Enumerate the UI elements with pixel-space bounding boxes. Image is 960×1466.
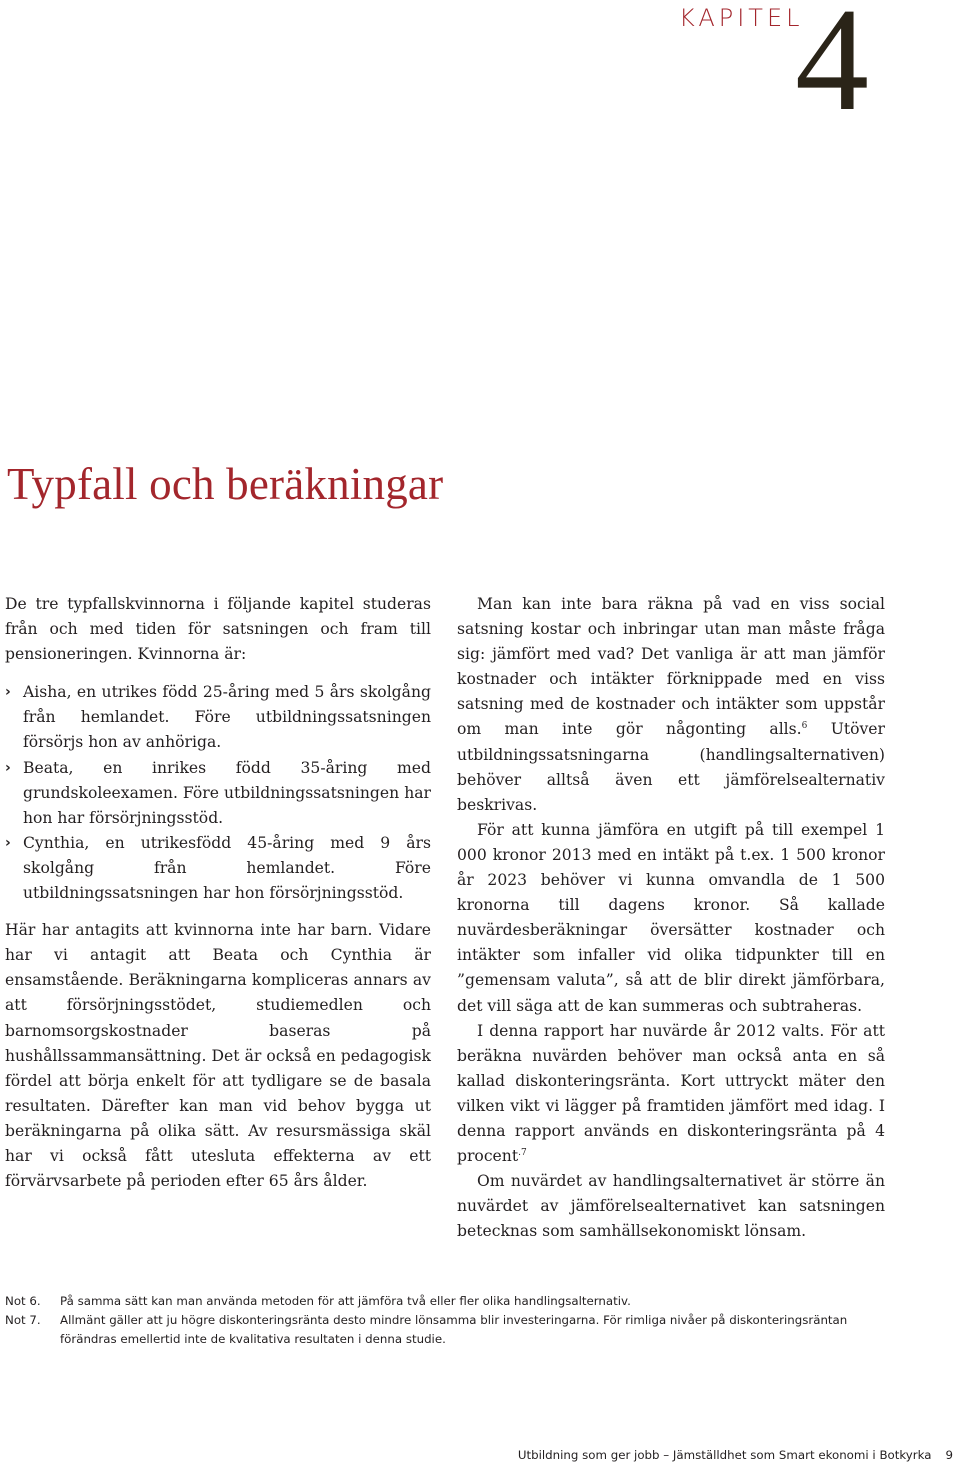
conclusion-paragraph: Om nuvärdet av handlingsalternativet är större än nuvärdet av jämförelsealternativet kan satsningen betecknas som samhällsekonomiskt lönsam.	[457, 1172, 885, 1241]
footnote	[5, 1311, 885, 1349]
chapter-number: 4	[795, 0, 869, 142]
chevron-right-icon: ›	[5, 759, 11, 776]
page-number: 9	[945, 1448, 953, 1462]
paragraph-text: Utöver utbildningssatsningarna (handlingsalternativen) behöver alltså även ett jämförelsealternativ beskrivas.	[457, 720, 885, 814]
footnote	[5, 1292, 885, 1311]
list-item-text: Aisha, en utrikes född 25-åring med 5 års skolgång från hemlandet. Före utbildningssatsningen försörjs hon av anhöriga.	[23, 683, 431, 752]
list-item-text: Beata, en inrikes född 35-åring med grundskoleexamen. Före utbildningssatsningen har hon har försörjningsstöd.	[23, 758, 431, 827]
list-item-text: Cynthia, en utrikesfödd 45-åring med 9 års skolgång från hemlandet. Före utbildningssatsningen har hon försörjningsstöd.	[23, 833, 431, 903]
chapter-label: KAPITEL	[679, 4, 804, 32]
page-footer	[518, 1448, 953, 1462]
footer-title: Utbildning som ger jobb – Jämställdhet som Smart ekonomi i Botkyrka	[517, 1448, 932, 1462]
intro-paragraph: De tre typfallskvinnorna i följande kapitel studeras från och med tiden för satsningen och fram till pensioneringen. Kvinnorna är:	[5, 595, 431, 664]
footnote-label: Not 7.	[5, 1313, 41, 1327]
left-column	[5, 592, 431, 1194]
assumptions-paragraph: Här har antagits att kvinnorna inte har barn. Vidare har vi antagit att Beata och Cynthia är ensamstående. Beräkningarna kompliceras annars av att försörjningsstödet, studiemedlen och barnomsorgskostnader baseras på hushållssammansättning. Det är också en pedagogisk fördel att börja enkelt för att tydligare se de basala resultaten. Därefter kan man vid behov bygga ut beräkningarna på olika sätt. Av resursmässiga skäl har vi också fått utesluta effekterna av ett förvärvsarbete på perioden efter 65 års ålder.	[5, 921, 431, 1191]
footnote-ref-6: 6	[801, 721, 808, 732]
footnote-text: Allmänt gäller att ju högre diskonteringsränta desto mindre lönsamma blir investeringarna. För rimliga nivåer på diskonteringsräntan förändras emellertid inte de kvalitativa resultaten i denna studie.	[60, 1313, 848, 1346]
footnote-ref-7: .7	[518, 1148, 527, 1159]
paragraph-text: Man kan inte bara räkna på vad en viss social satsning kostar och inbringar utan man måste fråga sig: jämfört med vad? Det vanliga är att man jämför kostnader och intäkter förknippade med en viss satsning med de kostnader och intäkter som uppstår om man inte gör någonting alls.	[457, 595, 885, 739]
chevron-right-icon: ›	[5, 834, 11, 851]
page-title: Typfall och beräkningar	[7, 459, 444, 509]
footnotes	[5, 1292, 885, 1349]
discount-rate-paragraph	[457, 1019, 885, 1170]
list-item	[5, 680, 431, 755]
list-item	[5, 831, 431, 906]
right-column	[457, 592, 885, 1244]
footnote-text: På samma sätt kan man använda metoden för att jämföra två eller fler olika handlingsalternativ.	[60, 1294, 631, 1308]
present-value-paragraph: För att kunna jämföra en utgift på till exempel 1 000 kronor 2013 med en intäkt på t.ex. 1 500 kronor år 2023 behöver vi kunna omvandla de 1 500 kronorna till dagens kronor. Så kallade nuvärdesberäkningar översätter kostnader och intäkter som infaller vid olika tidpunkter till en ”gemensam valuta”, så att de blir direkt jämförbara, det vill säga att de kan summeras och subtraheras.	[457, 820, 885, 1015]
chevron-right-icon: ›	[5, 684, 11, 701]
footnote-label: Not 6.	[5, 1294, 41, 1308]
comparison-paragraph	[457, 592, 885, 818]
paragraph-text: I denna rapport har nuvärde år 2012 valts. För att beräkna nuvärden behöver man också anta en så kallad diskonteringsränta. Kort uttryckt mäter den vilken vikt vi lägger på framtiden jämfört med idag. I denna rapport används en diskonteringsränta på 4 procent	[457, 1021, 885, 1166]
list-item	[5, 756, 431, 831]
case-list	[5, 680, 431, 906]
